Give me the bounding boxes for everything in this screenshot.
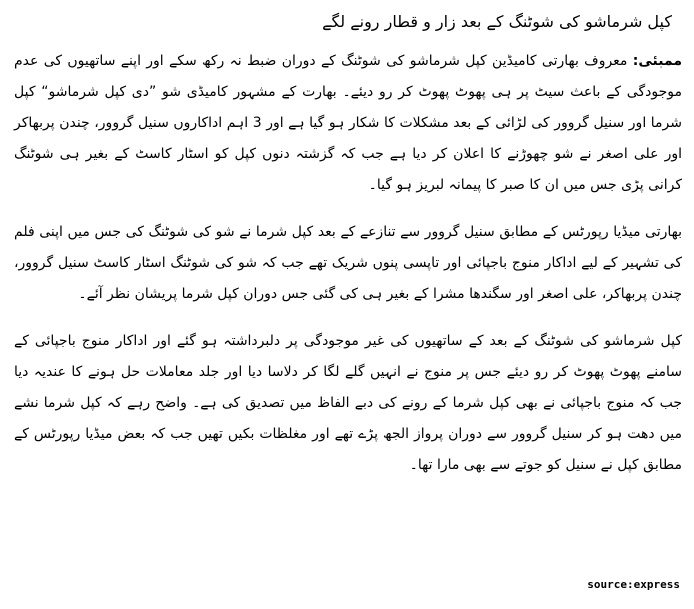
article-headline: کپل شرماشو کی شوٹنگ کے بعد زار و قطار رونے لگے bbox=[322, 12, 672, 31]
paragraph-text: کپل شرماشو کی شوٹنگ کے بعد کے ساتھیوں کی غیر موجودگی پر دلبرداشتہ ہو گئے اور اداکار منوج باجپائی کے سامنے پھوٹ پھوٹ کر رو دیئے جس پر منوج نے انہیں گلے لگا کر دلاسا دیا اور جلد معاملات حل ہونے کا عندیہ دیا جب کہ منوج باجپائی نے بھی کپل شرما کے رونے کی دبے الفاظ میں تصدیق کی ہے۔ واضح رہے کہ کپل شرما نشے میں دھت ہو کر سنیل گروور سے دوران پرواز الجھ پڑے تھے اور مغلظات بکیں تھیں جب کہ بعض میڈیا رپورٹس کے مطابق کپل نے سنیل کو جوتے سے بھی مارا تھا۔ bbox=[14, 333, 682, 473]
article-paragraph-3 bbox=[14, 326, 682, 481]
article-paragraph-1 bbox=[14, 46, 682, 201]
article bbox=[14, 8, 682, 497]
dateline: ممبئی: bbox=[632, 53, 682, 69]
paragraph-text: معروف بھارتی کامیڈین کپل شرماشو کی شوٹنگ کے دوران ضبط نہ رکھ سکے اور اپنے ساتھیوں کی عدم موجودگی کے باعث سیٹ پر ہی پھوٹ پھوٹ کر رو دیئے۔ بھارت کے مشہور کامیڈی شو ”دی کپل شرماشو“ کپل شرما اور سنیل گروور کی لڑائی کے بعد مشکلات کا شکار ہو گیا ہے اور 3 اہم اداکاروں سنیل گروور، چندن پربھاکر اور علی اصغر نے شو چھوڑنے کا اعلان کر دیا ہے جب کہ گزشتہ دنوں کپل کو اسٹار کاسٹ کے بغیر ہی شوٹنگ کرانی پڑی جس میں ان کا صبر کا پیمانہ لبریز ہو گیا۔ bbox=[14, 53, 682, 193]
article-paragraph-2 bbox=[14, 217, 682, 310]
source-credit: source:express bbox=[587, 578, 680, 591]
paragraph-text: بھارتی میڈیا رپورٹس کے مطابق سنیل گروور سے تنازعے کے بعد کپل شرما نے شو کی شوٹنگ کی جس میں اپنی فلم کی تشہیر کے لیے اداکار منوج باجپائی اور تاپسی پنوں شریک تھے جب کہ شو کی شوٹنگ اسٹار کاسٹ سنیل گروور، چندن پربھاکر، علی اصغر اور سگندھا مشرا کے بغیر ہی کی گئی جس دوران کپل شرما پریشان نظر آئے۔ bbox=[14, 224, 682, 302]
